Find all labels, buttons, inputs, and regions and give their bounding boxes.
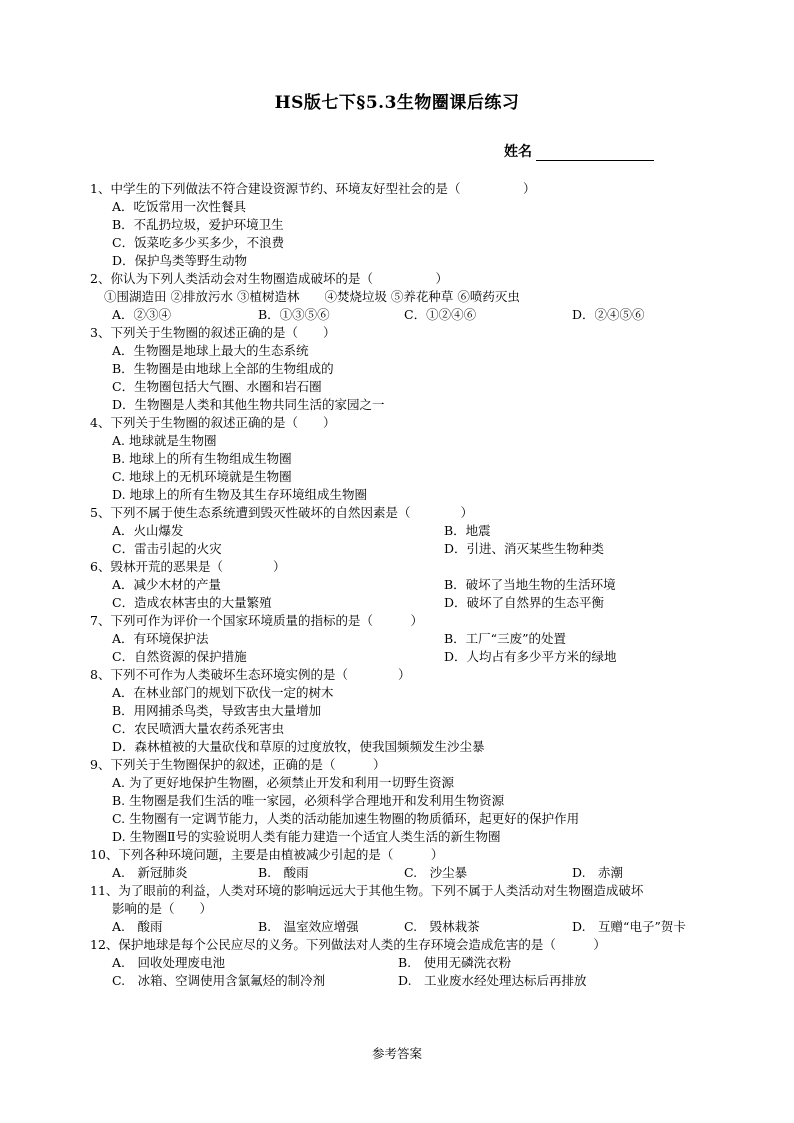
- options-row: [90, 576, 730, 594]
- question-stem: 5、下列不属于使生态系统遭到毁灭性破坏的自然因素是（ ）: [90, 505, 473, 520]
- option-c: C．雷击引起的火灾: [112, 541, 222, 556]
- option-a: A．减少木材的产量: [112, 577, 222, 592]
- option-c: C．饭菜吃多少买多少，不浪费: [112, 235, 285, 250]
- option-a: A．有环境保护法: [112, 631, 209, 646]
- name-label: 姓名: [504, 144, 532, 160]
- question-11: [90, 882, 730, 936]
- question-stem: 3、下列关于生物圈的叙述正确的是（ ）: [90, 325, 336, 340]
- option-b: B．地震: [444, 523, 491, 538]
- option-a: A. 地球就是生物圈: [112, 433, 217, 448]
- option-c: C. 地球上的无机环境就是生物圈: [112, 469, 292, 484]
- question-5: [90, 504, 730, 558]
- options-row: [90, 864, 730, 882]
- question-stem: 1、中学生的下列做法不符合建设资源节约、环境友好型社会的是（ ）: [90, 181, 536, 196]
- option-b: B. 温室效应增强: [258, 919, 359, 934]
- option-a: A．火山爆发: [112, 523, 184, 538]
- option-d: D. 生物圈Ⅱ号的实验说明人类有能力建造一个适宜人类生活的新生物圈: [112, 829, 501, 844]
- question-7: [90, 612, 730, 666]
- option-a: A. 为了更好地保护生物圈，必须禁止开发和利用一切野生资源: [112, 775, 454, 790]
- options-row: [90, 954, 730, 972]
- options-row: [90, 594, 730, 612]
- options-row: [90, 630, 730, 648]
- option-a: A．在林业部门的规划下砍伐一定的树木: [112, 685, 334, 700]
- option-b: B. 生物圈是我们生活的唯一家园，必须科学合理地开和发利用生物资源: [112, 793, 505, 808]
- option-b: B．不乱扔垃圾，爱护环境卫生: [112, 217, 284, 232]
- option-c: C. 毁林栽茶: [404, 919, 480, 934]
- option-d: D．森林植被的大量砍伐和草原的过度放牧，使我国频频发生沙尘暴: [112, 739, 485, 754]
- option-d: D．保护鸟类等野生动物: [112, 253, 248, 268]
- option-d: D．人均占有多少平方米的绿地: [444, 649, 617, 664]
- option-b: B. 使用无磷洗衣粉: [398, 955, 512, 970]
- name-field: [504, 141, 654, 161]
- question-stem: 8、下列不可作为人类破坏生态环境实例的是（ ）: [90, 667, 411, 682]
- question-6: [90, 558, 730, 612]
- option-d: D．生物圈是人类和其他生物共同生活的家园之一: [112, 397, 385, 412]
- option-b: B．工厂“三废”的处置: [444, 631, 566, 646]
- option-d: D. 工业废水经处理达标后再排放: [398, 973, 587, 988]
- option-c: C. 生物圈有一定调节能力，人类的活动能加速生物圈的物质循环，起更好的保护作用: [112, 811, 580, 826]
- question-2: [90, 270, 730, 324]
- answer-key-heading: 参考答案: [371, 1046, 422, 1061]
- question-list: [90, 180, 730, 990]
- question-3: [90, 324, 730, 414]
- question-stem: 10、下列各种环境问题，主要是由植被减少引起的是（ ）: [90, 847, 444, 862]
- option-c: C．自然资源的保护措施: [112, 649, 247, 664]
- option-c: C．造成农林害虫的大量繁殖: [112, 595, 272, 610]
- options-row: [90, 972, 730, 990]
- question-stem: 6、毁林开荒的恶果是（ ）: [90, 559, 286, 574]
- activity-list: ①围湖造田 ②排放污水 ③植树造林 ④焚烧垃圾 ⑤养花种草 ⑥喷药灭虫: [104, 289, 520, 304]
- option-d: D．②④⑤⑥: [572, 307, 645, 322]
- options-row: [90, 522, 730, 540]
- question-stem: 12、保护地球是每个公民应尽的义务。下列做法对人类的生存环境会造成危害的是（ ）: [90, 937, 606, 952]
- option-b: B．用网捕杀鸟类，导致害虫大量增加: [112, 703, 322, 718]
- options-row: [90, 648, 730, 666]
- option-c: C．生物圈包括大气圈、水圈和岩石圈: [112, 379, 322, 394]
- option-c: C．农民喷洒大量农药杀死害虫: [112, 721, 285, 736]
- question-stem: 9、下列关于生物圈保护的叙述，正确的是（ ）: [90, 757, 386, 772]
- option-c: C．①②④⑥: [404, 307, 477, 322]
- option-d: D．破坏了自然界的生态平衡: [444, 595, 605, 610]
- page-title: HS版七下§5.3生物圈课后练习: [274, 93, 520, 113]
- name-blank-line[interactable]: [536, 146, 654, 161]
- question-8: [90, 666, 730, 756]
- question-stem-continued: 影响的是（ ）: [112, 901, 213, 916]
- option-a: A．生物圈是地球上最大的生态系统: [112, 343, 309, 358]
- options-row: [90, 306, 730, 324]
- option-d: D. 地球上的所有生物及其生存环境组成生物圈: [112, 487, 368, 502]
- option-a: A．吃饭常用一次性餐具: [112, 199, 247, 214]
- option-b: B．①③⑤⑥: [258, 307, 330, 322]
- option-b: B. 酸雨: [258, 865, 309, 880]
- option-b: B．生物圈是由地球上全部的生物组成的: [112, 361, 334, 376]
- option-a: A. 回收处理废电池: [112, 955, 226, 970]
- options-row: [90, 540, 730, 558]
- question-10: [90, 846, 730, 882]
- option-c: C. 冰箱、空调使用含氯氟烃的制冷剂: [112, 973, 326, 988]
- question-9: [90, 756, 730, 846]
- option-b: B. 地球上的所有生物组成生物圈: [112, 451, 292, 466]
- question-stem: 2、你认为下列人类活动会对生物圈造成破坏的是（ ）: [90, 271, 448, 286]
- option-a: A. 酸雨: [112, 919, 163, 934]
- question-4: [90, 414, 730, 504]
- options-row: [90, 918, 730, 936]
- option-a: A. 新冠肺炎: [112, 865, 188, 880]
- option-d: D．引进、消灭某些生物种类: [444, 541, 605, 556]
- question-1: [90, 180, 730, 270]
- option-c: C. 沙尘暴: [404, 865, 468, 880]
- question-stem: 11、为了眼前的利益，人类对环境的影响远远大于其他生物。下列不属于人类活动对生物圈造成破坏: [90, 883, 644, 898]
- option-a: A．②③④: [112, 307, 172, 322]
- question-stem: 4、下列关于生物圈的叙述正确的是（ ）: [90, 415, 336, 430]
- question-stem: 7、下列可作为评价一个国家环境质量的指标的是（ ）: [90, 613, 423, 628]
- option-d: D. 互赠“电子”贺卡: [572, 919, 686, 934]
- option-d: D. 赤潮: [572, 865, 624, 880]
- question-12: [90, 936, 730, 990]
- option-b: B．破坏了当地生物的生活环境: [444, 577, 616, 592]
